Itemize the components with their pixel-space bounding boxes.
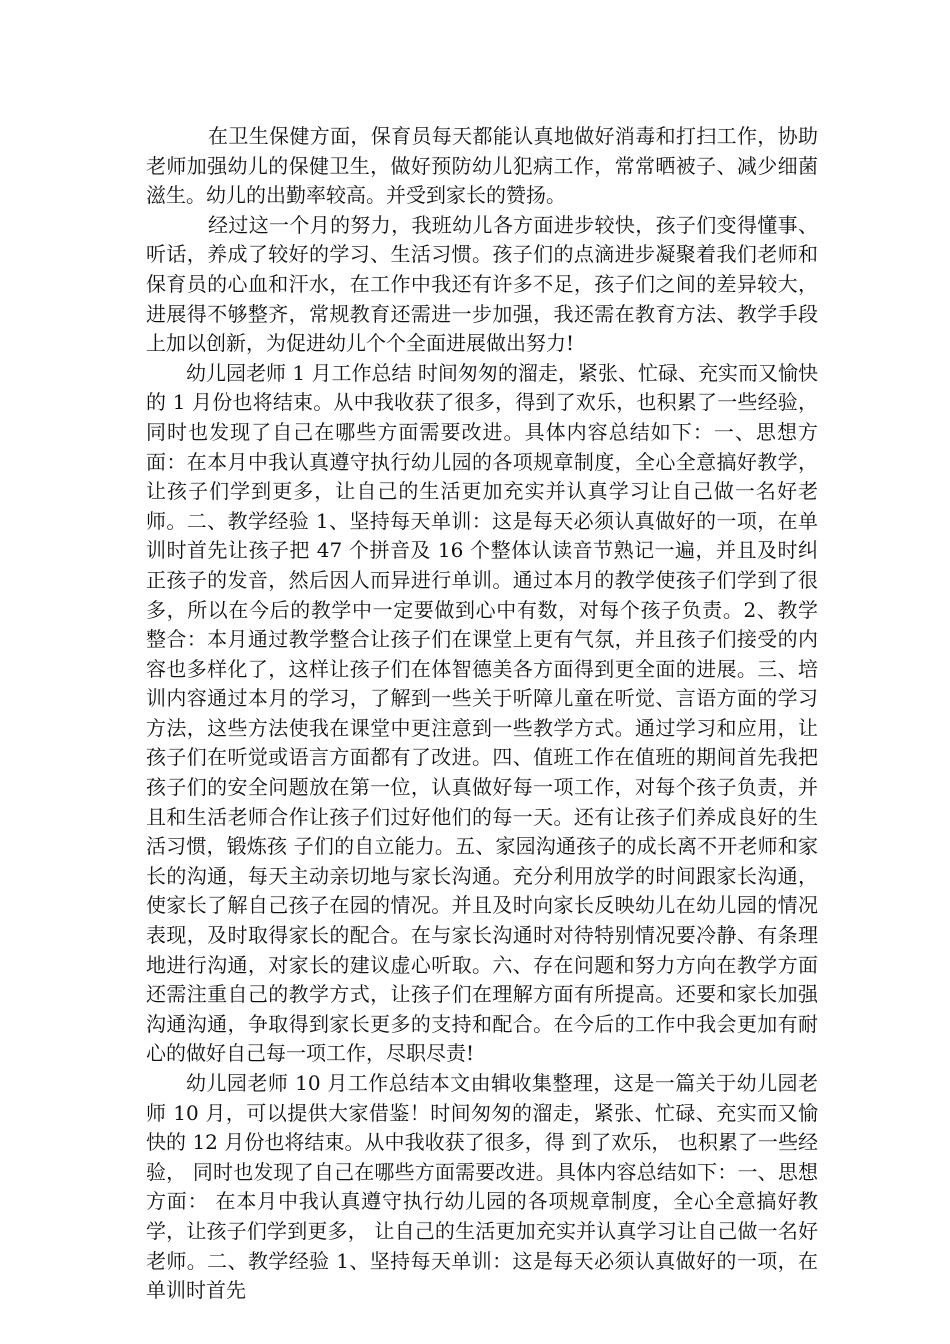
paragraph-month-progress: 经过这一个月的努力，我班幼儿各方面进步较快，孩子们变得懂事、听话，养成了较好的学习、生活习惯。孩子们的点滴进步凝聚着我们老师和保育员的心血和汗水，在工作中我还有许多不足，孩子们之间的差异较大，进展得不够整齐，常规教育还需进一步加强，我还需在教育方法、教学手段上加以创新，为促进幼儿个个全面进展做出努力! [146,212,818,356]
paragraph-hygiene: 在卫生保健方面，保育员每天都能认真地做好消毒和打扫工作，协助老师加强幼儿的保健卫生，做好预防幼儿犯病工作，常常晒被子、减少细菌滋生。幼儿的出勤率较高。并受到家长的赞扬。 [146,124,818,208]
paragraph-october-summary: 幼儿园老师 10 月工作总结本文由辑收集整理，这是一篇关于幼儿园老师 10 月，可以提供大家借鉴！时间匆匆的溜走，紧张、忙碌、充实而又愉快的 12 月份也将结束。从中我收获了很多，得 到了欢乐， 也积累了一些经验， 同时也发现了自己在哪些方面需要改进。具体内容总结如下：一、思想方面： 在本月中我认真遵守执行幼儿园的各项规章制度，全心全意搞好教学，让孩子们学到更多， 让自己的生活更加充实并认真学习让自己做一名好老师。二、教学经验 1、坚持每天单训：这是每天必须认真做好的一项，在单训时首先 [146,1071,818,1303]
paragraph-january-summary: 幼儿园老师 1 月工作总结 时间匆匆的溜走，紧张、忙碌、充实而又愉快的 1 月份也将结束。从中我收获了很多，得到了欢乐，也积累了一些经验，同时也发现了自己在哪些方面需要改进。具体内容总结如下：一、思想方面：在本月中我认真遵守执行幼儿园的各项规章制度，全心全意搞好教学，让孩子们学到更多，让自己的生活更加充实并认真学习让自己做一名好老师。二、教学经验 1、坚持每天单训：这是每天必须认真做好的一项，在单训时首先让孩子把 47 个拼音及 16 个整体认读音节熟记一遍，并且及时纠正孩子的发音，然后因人而异进行单训。通过本月的教学使孩子们学到了很多，所以在今后的教学中一定要做到心中有数，对每个孩子负责。2、教学整合：本月通过教学整合让孩子们在课堂上更有气氛，并且孩子们接受的内容也多样化了，这样让孩子们在体智德美各方面得到更全面的进展。三、培训内容通过本月的学习，了解到一些关于听障儿童在听觉、言语方面的学习方法，这些方法使我在课堂中更注意到一些教学方式。通过学习和应用，让孩子们在听觉或语言方面都有了改进。四、值班工作在值班的期间首先我把孩子们的安全问题放在第一位，认真做好每一项工作，对每个孩子负责，并且和生活老师合作让孩子们过好他们的每一天。还有让孩子们养成良好的生活习惯，锻炼孩 子们的自立能力。五、家园沟通孩子的成长离不开老师和家长的沟通，每天主动亲切地与家长沟通。充分利用放学的时间跟家长沟通，使家长了解自己孩子在园的情况。并且及时向家长反映幼儿在幼儿园的情况表现，及时取得家长的配合。在与家长沟通时对待特别情况要冷静、有条理地进行沟通，对家长的建议虚心听取。六、存在问题和努力方向在教学方面还需注重自己的教学方式，让孩子们在理解方面有所提高。还要和家长加强沟通沟通，争取得到家长更多的支持和配合。在今后的工作中我会更加有耐心的做好自己每一项工作，尽职尽责! [146,360,818,1066]
document-body [146,122,818,1306]
